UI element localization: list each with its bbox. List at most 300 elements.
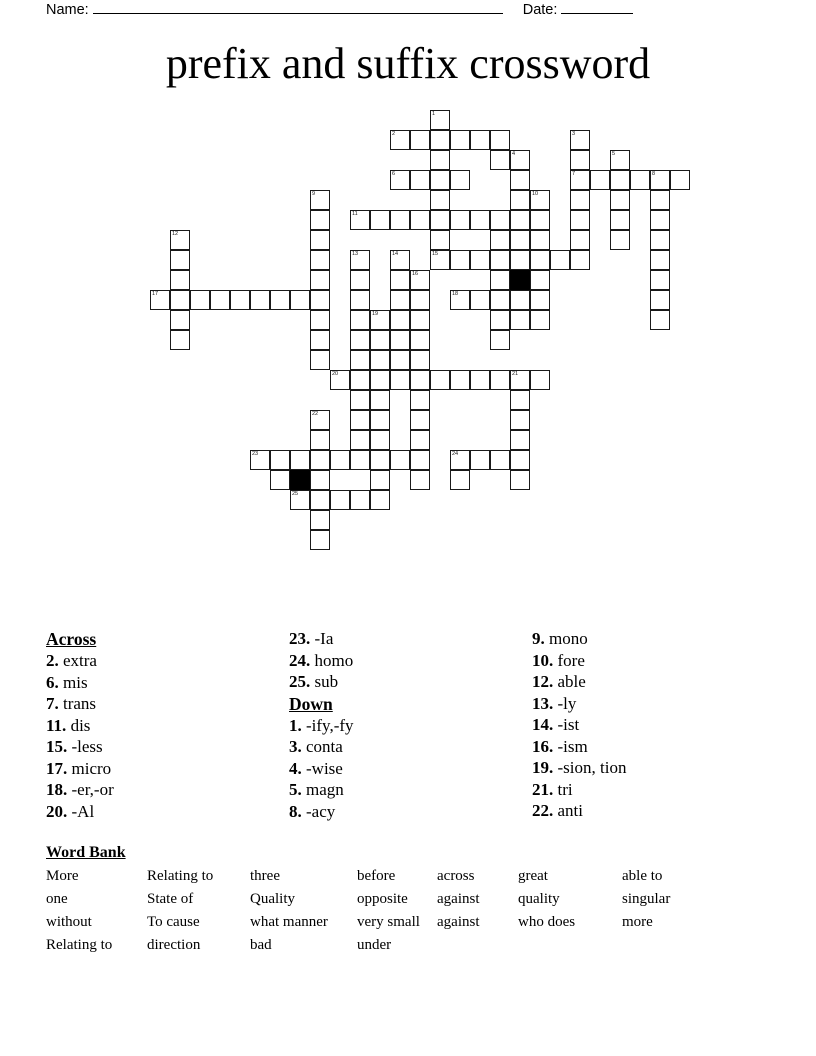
grid-cell[interactable] <box>350 210 370 230</box>
clue-item <box>532 650 770 672</box>
clue-number: 1. <box>289 715 302 735</box>
grid-cell-number: 18 <box>452 291 459 297</box>
clue-text: -ly <box>553 693 577 713</box>
word-bank-item: able to <box>622 868 663 884</box>
clue-text: -acy <box>301 801 336 821</box>
grid-cell[interactable] <box>510 170 530 190</box>
grid-cell[interactable] <box>430 210 450 230</box>
clue-number: 10. <box>532 650 554 670</box>
clue-number: 8. <box>289 801 302 821</box>
grid-cell[interactable] <box>650 170 670 190</box>
grid-cell[interactable] <box>510 430 530 450</box>
grid-cell[interactable] <box>350 390 370 410</box>
grid-cell[interactable] <box>350 490 370 510</box>
grid-cell[interactable] <box>310 490 330 510</box>
word-bank-section <box>46 843 776 957</box>
clue-item <box>532 800 770 822</box>
grid-cell[interactable] <box>470 210 490 230</box>
grid-cell[interactable] <box>150 290 170 310</box>
grid-cell[interactable] <box>310 410 330 430</box>
grid-cell[interactable] <box>390 250 410 270</box>
name-date-header <box>46 0 746 24</box>
clue-text: extra <box>58 651 97 670</box>
word-bank-item: who does <box>518 914 576 930</box>
word-bank-item: under <box>357 937 392 953</box>
clue-column-2 <box>289 628 519 822</box>
grid-cell-number: 1 <box>432 111 436 117</box>
grid-cell[interactable] <box>330 450 350 470</box>
name-write-line[interactable] <box>93 0 503 14</box>
grid-cell[interactable] <box>430 130 450 150</box>
grid-cell[interactable] <box>290 290 310 310</box>
clue-text: -er,-or <box>67 780 114 799</box>
grid-cell[interactable] <box>310 510 330 530</box>
grid-cell[interactable] <box>510 250 530 270</box>
grid-cell[interactable] <box>430 150 450 170</box>
grid-cell[interactable] <box>370 330 390 350</box>
grid-cell[interactable] <box>450 450 470 470</box>
grid-cell[interactable] <box>490 310 510 330</box>
grid-cell[interactable] <box>170 230 190 250</box>
grid-cell-number: 12 <box>172 231 179 237</box>
grid-cell[interactable] <box>370 470 390 490</box>
grid-cell[interactable] <box>370 450 390 470</box>
clue-item <box>289 715 519 737</box>
clue-number: 24. <box>289 650 311 670</box>
grid-cell[interactable] <box>470 250 490 270</box>
grid-cell[interactable] <box>490 290 510 310</box>
grid-cell[interactable] <box>210 290 230 310</box>
grid-cell[interactable] <box>650 270 670 290</box>
clue-text: -less <box>67 737 103 756</box>
grid-cell[interactable] <box>310 350 330 370</box>
grid-cell[interactable] <box>310 330 330 350</box>
grid-cell[interactable] <box>450 170 470 190</box>
grid-cell-number: 13 <box>352 251 359 257</box>
clue-text: able <box>553 672 586 691</box>
grid-cell[interactable] <box>370 430 390 450</box>
clue-text: tri <box>553 779 573 799</box>
word-bank-item: More <box>46 868 79 884</box>
clue-item <box>289 628 519 650</box>
grid-cell[interactable] <box>510 410 530 430</box>
grid-cell[interactable] <box>410 410 430 430</box>
grid-cell[interactable] <box>350 370 370 390</box>
grid-cell[interactable] <box>570 190 590 210</box>
clue-number: 5. <box>289 780 302 799</box>
clue-number: 11. <box>46 715 67 735</box>
grid-cell[interactable] <box>650 230 670 250</box>
grid-cell[interactable] <box>570 250 590 270</box>
grid-cell[interactable] <box>390 290 410 310</box>
grid-cell-number: 10 <box>532 191 539 197</box>
grid-cell-number: 22 <box>312 411 319 417</box>
grid-cell[interactable] <box>370 350 390 370</box>
grid-cell[interactable] <box>170 250 190 270</box>
clue-number: 7. <box>46 694 59 713</box>
clue-text: -Al <box>67 801 95 821</box>
grid-cell[interactable] <box>510 310 530 330</box>
grid-cell[interactable] <box>310 450 330 470</box>
grid-cell[interactable] <box>450 250 470 270</box>
clue-text: fore <box>553 650 585 670</box>
grid-cell[interactable] <box>510 470 530 490</box>
word-bank-heading: Word Bank <box>46 844 126 861</box>
grid-cell-number: 24 <box>452 451 459 457</box>
grid-cell[interactable] <box>310 250 330 270</box>
grid-cell[interactable] <box>490 270 510 290</box>
grid-cell[interactable] <box>610 150 630 170</box>
grid-cell[interactable] <box>450 470 470 490</box>
clue-item <box>46 758 276 780</box>
grid-cell[interactable] <box>470 290 490 310</box>
grid-cell[interactable] <box>410 350 430 370</box>
grid-cell[interactable] <box>670 170 690 190</box>
grid-cell[interactable] <box>510 290 530 310</box>
grid-cell[interactable] <box>190 290 210 310</box>
grid-cell[interactable] <box>390 210 410 230</box>
grid-cell[interactable] <box>370 210 390 230</box>
grid-cell[interactable] <box>390 370 410 390</box>
grid-cell[interactable] <box>530 370 550 390</box>
clue-number: 2. <box>46 651 59 670</box>
word-bank-item: opposite <box>357 891 408 907</box>
grid-cell[interactable] <box>310 310 330 330</box>
clue-item <box>532 628 770 650</box>
grid-cell[interactable] <box>230 290 250 310</box>
grid-cell[interactable] <box>170 290 190 310</box>
word-bank-item: quality <box>518 891 560 907</box>
date-write-line[interactable] <box>561 0 633 14</box>
grid-cell[interactable] <box>330 490 350 510</box>
grid-cell[interactable] <box>510 370 530 390</box>
grid-cell[interactable] <box>650 190 670 210</box>
clue-item <box>532 693 770 715</box>
word-bank-empty <box>437 934 518 957</box>
grid-cell[interactable] <box>310 230 330 250</box>
clue-item <box>289 779 519 801</box>
grid-cell[interactable] <box>450 290 470 310</box>
clue-text: magn <box>301 780 344 799</box>
clue-text: -sion, tion <box>553 758 627 777</box>
grid-cell[interactable] <box>430 250 450 270</box>
word-bank-item: more <box>622 914 653 930</box>
grid-cell[interactable] <box>530 290 550 310</box>
grid-cell[interactable] <box>530 270 550 290</box>
grid-cell[interactable] <box>610 210 630 230</box>
grid-cell[interactable] <box>630 170 650 190</box>
grid-cell[interactable] <box>250 290 270 310</box>
page-title: prefix and suffix crossword <box>165 39 651 88</box>
grid-cell[interactable] <box>350 450 370 470</box>
clue-item <box>289 736 519 758</box>
grid-cell[interactable] <box>430 170 450 190</box>
grid-cell[interactable] <box>610 190 630 210</box>
grid-cell[interactable] <box>370 490 390 510</box>
word-bank-empty <box>518 934 622 957</box>
grid-cell-number: 21 <box>512 371 519 377</box>
grid-cell[interactable] <box>650 250 670 270</box>
clue-text: -Ia <box>310 629 334 648</box>
grid-cell-number: 8 <box>652 171 656 177</box>
grid-cell[interactable] <box>250 450 270 470</box>
word-bank-item: great <box>518 868 548 884</box>
grid-cell[interactable] <box>390 450 410 470</box>
grid-cell[interactable] <box>390 330 410 350</box>
crossword-grid[interactable] <box>150 110 690 497</box>
grid-cell[interactable] <box>390 270 410 290</box>
grid-cell-number: 11 <box>352 211 358 217</box>
grid-cell-number: 15 <box>432 251 439 257</box>
grid-cell[interactable] <box>310 290 330 310</box>
clue-number: 19. <box>532 758 554 777</box>
grid-cell-number: 23 <box>252 451 259 457</box>
grid-cell[interactable] <box>570 230 590 250</box>
grid-cell[interactable] <box>490 150 510 170</box>
grid-cell[interactable] <box>450 210 470 230</box>
word-bank-item: what manner <box>250 914 328 930</box>
grid-cell[interactable] <box>410 130 430 150</box>
grid-cell[interactable] <box>430 190 450 210</box>
clue-text: -ify,-fy <box>301 715 354 735</box>
clues-section <box>46 628 770 828</box>
grid-cell[interactable] <box>490 330 510 350</box>
word-bank-item: direction <box>147 937 201 953</box>
word-bank-item: Quality <box>250 891 295 907</box>
clue-number: 20. <box>46 801 68 821</box>
grid-cell[interactable] <box>410 430 430 450</box>
clue-number: 15. <box>46 737 68 756</box>
grid-cell[interactable] <box>410 310 430 330</box>
word-bank-item: singular <box>622 891 671 907</box>
grid-cell[interactable] <box>170 270 190 290</box>
clue-text: anti <box>553 801 583 820</box>
clue-text: -ist <box>553 715 580 734</box>
grid-cell[interactable] <box>370 410 390 430</box>
grid-cell[interactable] <box>170 310 190 330</box>
grid-cell[interactable] <box>350 430 370 450</box>
grid-cell[interactable] <box>510 230 530 250</box>
grid-cell[interactable] <box>570 170 590 190</box>
clue-item <box>46 672 276 694</box>
grid-cell[interactable] <box>450 130 470 150</box>
word-bank-item: against <box>437 914 480 930</box>
grid-cell[interactable] <box>410 450 430 470</box>
clue-item <box>46 715 276 737</box>
grid-cell[interactable] <box>390 350 410 370</box>
grid-cell[interactable] <box>610 230 630 250</box>
grid-cell[interactable] <box>410 330 430 350</box>
clue-number: 13. <box>532 693 554 713</box>
grid-cell[interactable] <box>310 270 330 290</box>
grid-cell-number: 7 <box>572 171 576 177</box>
clue-number: 14. <box>532 715 554 734</box>
grid-cell[interactable] <box>590 170 610 190</box>
clue-item <box>289 650 519 672</box>
word-bank-item: Relating to <box>147 868 214 884</box>
clue-number: 16. <box>532 736 554 756</box>
grid-cell[interactable] <box>350 410 370 430</box>
clue-number: 17. <box>46 758 68 778</box>
clue-number: 21. <box>532 779 554 799</box>
grid-cell-number: 6 <box>392 171 396 177</box>
grid-cell[interactable] <box>650 210 670 230</box>
clue-text: micro <box>67 758 112 778</box>
grid-cell[interactable] <box>370 370 390 390</box>
grid-cell[interactable] <box>410 290 430 310</box>
grid-cell[interactable] <box>430 230 450 250</box>
grid-cell[interactable] <box>390 310 410 330</box>
grid-cell[interactable] <box>530 230 550 250</box>
date-label: Date: <box>522 2 558 18</box>
grid-cell[interactable] <box>310 190 330 210</box>
grid-cell[interactable] <box>310 470 330 490</box>
grid-cell[interactable] <box>350 270 370 290</box>
clue-heading-down: Down <box>289 693 333 714</box>
clue-number: 6. <box>46 672 59 692</box>
grid-cell[interactable] <box>530 310 550 330</box>
grid-cell[interactable] <box>550 250 570 270</box>
grid-cell[interactable] <box>310 530 330 550</box>
grid-cell[interactable] <box>490 250 510 270</box>
clue-number: 22. <box>532 801 554 820</box>
grid-cell[interactable] <box>490 210 510 230</box>
grid-cell[interactable] <box>330 370 350 390</box>
grid-cell[interactable] <box>650 290 670 310</box>
clue-item <box>289 801 519 823</box>
grid-cell[interactable] <box>270 450 290 470</box>
clue-item <box>532 779 770 801</box>
grid-cell[interactable] <box>410 370 430 390</box>
word-bank-item: bad <box>250 937 272 953</box>
grid-cell[interactable] <box>390 130 410 150</box>
clue-item <box>532 714 770 736</box>
clue-item <box>532 671 770 693</box>
grid-cell[interactable] <box>450 370 470 390</box>
grid-cell-number: 5 <box>612 151 616 157</box>
grid-cell-number: 19 <box>372 311 379 317</box>
grid-cell[interactable] <box>410 170 430 190</box>
grid-cell[interactable] <box>410 270 430 290</box>
grid-block <box>510 270 530 290</box>
word-bank-grid <box>46 865 776 957</box>
clue-text: conta <box>301 737 343 756</box>
grid-cell[interactable] <box>370 390 390 410</box>
grid-cell[interactable] <box>350 310 370 330</box>
grid-cell[interactable] <box>610 170 630 190</box>
grid-cell[interactable] <box>470 130 490 150</box>
grid-cell-number: 25 <box>292 491 299 497</box>
grid-cell[interactable] <box>510 450 530 470</box>
grid-cell[interactable] <box>390 170 410 190</box>
grid-cell[interactable] <box>350 350 370 370</box>
grid-cell[interactable] <box>510 190 530 210</box>
grid-cell[interactable] <box>270 470 290 490</box>
grid-cell[interactable] <box>470 450 490 470</box>
word-bank-item: against <box>437 891 480 907</box>
grid-cell[interactable] <box>530 250 550 270</box>
grid-cell[interactable] <box>510 210 530 230</box>
word-bank-item: one <box>46 891 68 907</box>
clue-item <box>46 650 276 672</box>
grid-cell[interactable] <box>490 370 510 390</box>
grid-cell[interactable] <box>410 390 430 410</box>
grid-cell[interactable] <box>430 370 450 390</box>
name-label: Name: <box>46 2 89 18</box>
clue-column-1 <box>46 628 276 822</box>
clue-number: 23. <box>289 629 311 648</box>
grid-cell-number: 16 <box>412 271 419 277</box>
word-bank-item: before <box>357 868 396 884</box>
grid-cell-number: 3 <box>572 131 576 137</box>
word-bank-item: very small <box>357 914 420 930</box>
grid-cell[interactable] <box>470 370 490 390</box>
clue-item <box>46 779 276 801</box>
grid-cell[interactable] <box>510 390 530 410</box>
clue-text: dis <box>66 715 91 735</box>
clue-text: sub <box>310 672 339 691</box>
clue-column-3 <box>532 628 770 822</box>
grid-cell[interactable] <box>410 470 430 490</box>
clue-heading-across: Across <box>46 629 97 649</box>
grid-cell[interactable] <box>410 210 430 230</box>
grid-cell[interactable] <box>530 210 550 230</box>
grid-cell[interactable] <box>290 450 310 470</box>
clue-item <box>532 736 770 758</box>
grid-cell[interactable] <box>490 130 510 150</box>
grid-cell[interactable] <box>510 150 530 170</box>
grid-cell[interactable] <box>570 150 590 170</box>
grid-cell[interactable] <box>370 310 390 330</box>
grid-cell[interactable] <box>270 290 290 310</box>
clue-item <box>46 801 276 823</box>
grid-cell[interactable] <box>530 190 550 210</box>
grid-cell[interactable] <box>430 110 450 130</box>
clue-item <box>46 693 276 715</box>
grid-cell-number: 4 <box>512 151 516 157</box>
clue-item <box>532 757 770 779</box>
grid-cell[interactable] <box>310 210 330 230</box>
grid-cell[interactable] <box>350 330 370 350</box>
clue-item <box>289 671 519 693</box>
clue-text: trans <box>58 694 97 713</box>
grid-cell-number: 9 <box>312 191 316 197</box>
grid-cell[interactable] <box>290 490 310 510</box>
clue-number: 3. <box>289 737 302 756</box>
grid-cell[interactable] <box>490 450 510 470</box>
word-bank-item: across <box>437 868 475 884</box>
grid-cell[interactable] <box>170 330 190 350</box>
word-bank-item: State of <box>147 891 194 907</box>
word-bank-item: three <box>250 868 280 884</box>
grid-cell[interactable] <box>350 290 370 310</box>
clue-number: 18. <box>46 780 68 799</box>
word-bank-item: without <box>46 914 92 930</box>
grid-cell[interactable] <box>350 250 370 270</box>
clue-number: 12. <box>532 672 554 691</box>
grid-cell[interactable] <box>490 230 510 250</box>
word-bank-item: To cause <box>147 914 200 930</box>
clue-text: mis <box>58 672 88 692</box>
grid-cell[interactable] <box>570 130 590 150</box>
grid-cell-number: 14 <box>392 251 399 257</box>
grid-cell[interactable] <box>650 310 670 330</box>
clue-text: homo <box>310 650 354 670</box>
clue-number: 4. <box>289 758 302 778</box>
grid-cell-number: 2 <box>392 131 396 137</box>
grid-cell[interactable] <box>310 430 330 450</box>
grid-cell[interactable] <box>570 210 590 230</box>
